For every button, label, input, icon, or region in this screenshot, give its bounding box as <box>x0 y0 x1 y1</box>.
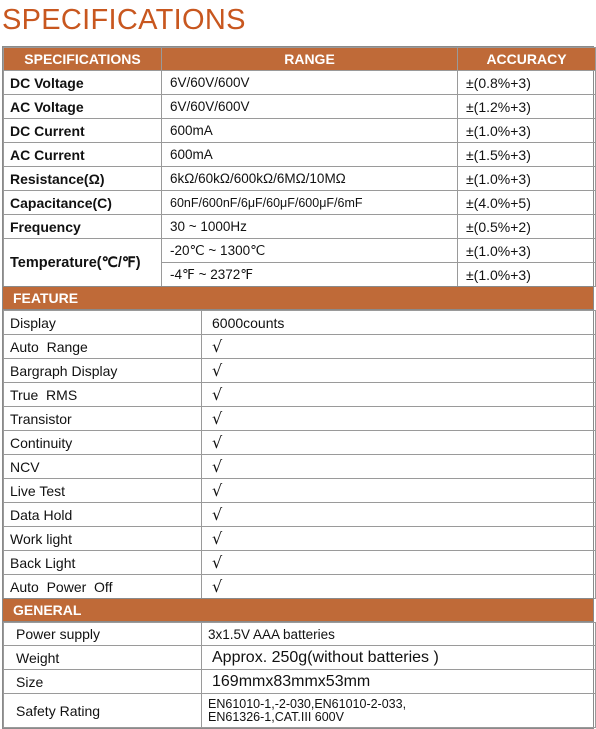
spec-range: 60nF/600nF/6μF/60μF/600μF/6mF <box>162 191 458 215</box>
feature-name: Data Hold <box>4 503 202 527</box>
checkmark-icon: √ <box>202 431 596 455</box>
spec-accuracy: ±(0.5%+2) <box>458 215 596 239</box>
spec-name: AC Voltage <box>4 95 162 119</box>
feature-row <box>4 335 596 359</box>
spec-range-celsius: -20℃ ~ 1300℃ <box>162 239 458 263</box>
feature-section-title: FEATURE <box>3 287 593 310</box>
feature-name: Auto Power Off <box>4 575 202 599</box>
spec-accuracy: ±(4.0%+5) <box>458 191 596 215</box>
spec-row-temperature-c <box>4 239 596 263</box>
feature-name: Bargraph Display <box>4 359 202 383</box>
spec-row <box>4 119 596 143</box>
feature-name: NCV <box>4 455 202 479</box>
spec-header-range: RANGE <box>162 48 458 71</box>
spec-range-fahrenheit: -4℉ ~ 2372℉ <box>162 263 458 287</box>
feature-row <box>4 431 596 455</box>
checkmark-icon: √ <box>202 527 596 551</box>
feature-name: Back Light <box>4 551 202 575</box>
spec-accuracy: ±(1.0%+3) <box>458 119 596 143</box>
general-value: 169mmx83mmx53mm <box>202 670 596 694</box>
spec-row <box>4 167 596 191</box>
feature-row <box>4 479 596 503</box>
spec-row <box>4 143 596 167</box>
checkmark-icon: √ <box>202 503 596 527</box>
general-name: Safety Rating <box>4 694 202 728</box>
feature-name: True RMS <box>4 383 202 407</box>
feature-table <box>2 286 594 600</box>
checkmark-icon: √ <box>202 383 596 407</box>
feature-name: Work light <box>4 527 202 551</box>
spec-name: Frequency <box>4 215 162 239</box>
spec-accuracy: ±(0.8%+3) <box>458 71 596 95</box>
spec-row <box>4 71 596 95</box>
spec-range: 30 ~ 1000Hz <box>162 215 458 239</box>
general-value: Approx. 250g(without batteries ) <box>202 646 596 670</box>
general-row <box>4 646 596 670</box>
spec-range: 6kΩ/60kΩ/600kΩ/6MΩ/10MΩ <box>162 167 458 191</box>
spec-accuracy: ±(1.0%+3) <box>458 167 596 191</box>
spec-row <box>4 215 596 239</box>
checkmark-icon: √ <box>202 479 596 503</box>
feature-row <box>4 383 596 407</box>
feature-name: Auto Range <box>4 335 202 359</box>
spec-header-specifications: SPECIFICATIONS <box>4 48 162 71</box>
spec-accuracy-fahrenheit: ±(1.0%+3) <box>458 263 596 287</box>
feature-row <box>4 359 596 383</box>
general-section-title: GENERAL <box>3 599 593 622</box>
general-table <box>2 598 594 729</box>
spec-name: AC Current <box>4 143 162 167</box>
spec-name: DC Voltage <box>4 71 162 95</box>
spec-name: Capacitance(C) <box>4 191 162 215</box>
feature-name: Transistor <box>4 407 202 431</box>
safety-line-2: EN61326-1,CAT.III 600V <box>208 709 344 724</box>
checkmark-icon: √ <box>202 335 596 359</box>
safety-line-1: EN61010-1,-2-030,EN61010-2-033, <box>208 696 407 711</box>
checkmark-icon: √ <box>202 359 596 383</box>
specifications-table <box>2 46 594 288</box>
checkmark-icon: √ <box>202 407 596 431</box>
feature-value: 6000counts <box>202 311 596 335</box>
spec-name: DC Current <box>4 119 162 143</box>
feature-row <box>4 551 596 575</box>
page-title: SPECIFICATIONS <box>2 4 246 36</box>
checkmark-icon: √ <box>202 455 596 479</box>
general-row <box>4 623 596 646</box>
spec-row <box>4 191 596 215</box>
spec-accuracy: ±(1.5%+3) <box>458 143 596 167</box>
spec-range: 600mA <box>162 143 458 167</box>
general-row <box>4 670 596 694</box>
feature-name: Continuity <box>4 431 202 455</box>
spec-name: Resistance(Ω) <box>4 167 162 191</box>
spec-accuracy-celsius: ±(1.0%+3) <box>458 239 596 263</box>
general-name: Size <box>4 670 202 694</box>
general-name: Power supply <box>4 623 202 646</box>
feature-row <box>4 455 596 479</box>
spec-row <box>4 95 596 119</box>
spec-accuracy: ±(1.2%+3) <box>458 95 596 119</box>
spec-range: 600mA <box>162 119 458 143</box>
spec-range: 6V/60V/600V <box>162 95 458 119</box>
feature-row <box>4 575 596 599</box>
feature-name: Live Test <box>4 479 202 503</box>
feature-row <box>4 311 596 335</box>
feature-row <box>4 503 596 527</box>
general-name: Weight <box>4 646 202 670</box>
feature-row <box>4 407 596 431</box>
spec-name-temperature: Temperature(℃/℉) <box>4 239 162 287</box>
checkmark-icon: √ <box>202 575 596 599</box>
checkmark-icon: √ <box>202 551 596 575</box>
general-value: 3x1.5V AAA batteries <box>202 623 596 646</box>
feature-name: Display <box>4 311 202 335</box>
feature-row <box>4 527 596 551</box>
spec-range: 6V/60V/600V <box>162 71 458 95</box>
general-row-safety <box>4 694 596 728</box>
spec-header-accuracy: ACCURACY <box>458 48 596 71</box>
general-value-safety <box>202 694 596 728</box>
spec-header-row <box>4 48 596 71</box>
